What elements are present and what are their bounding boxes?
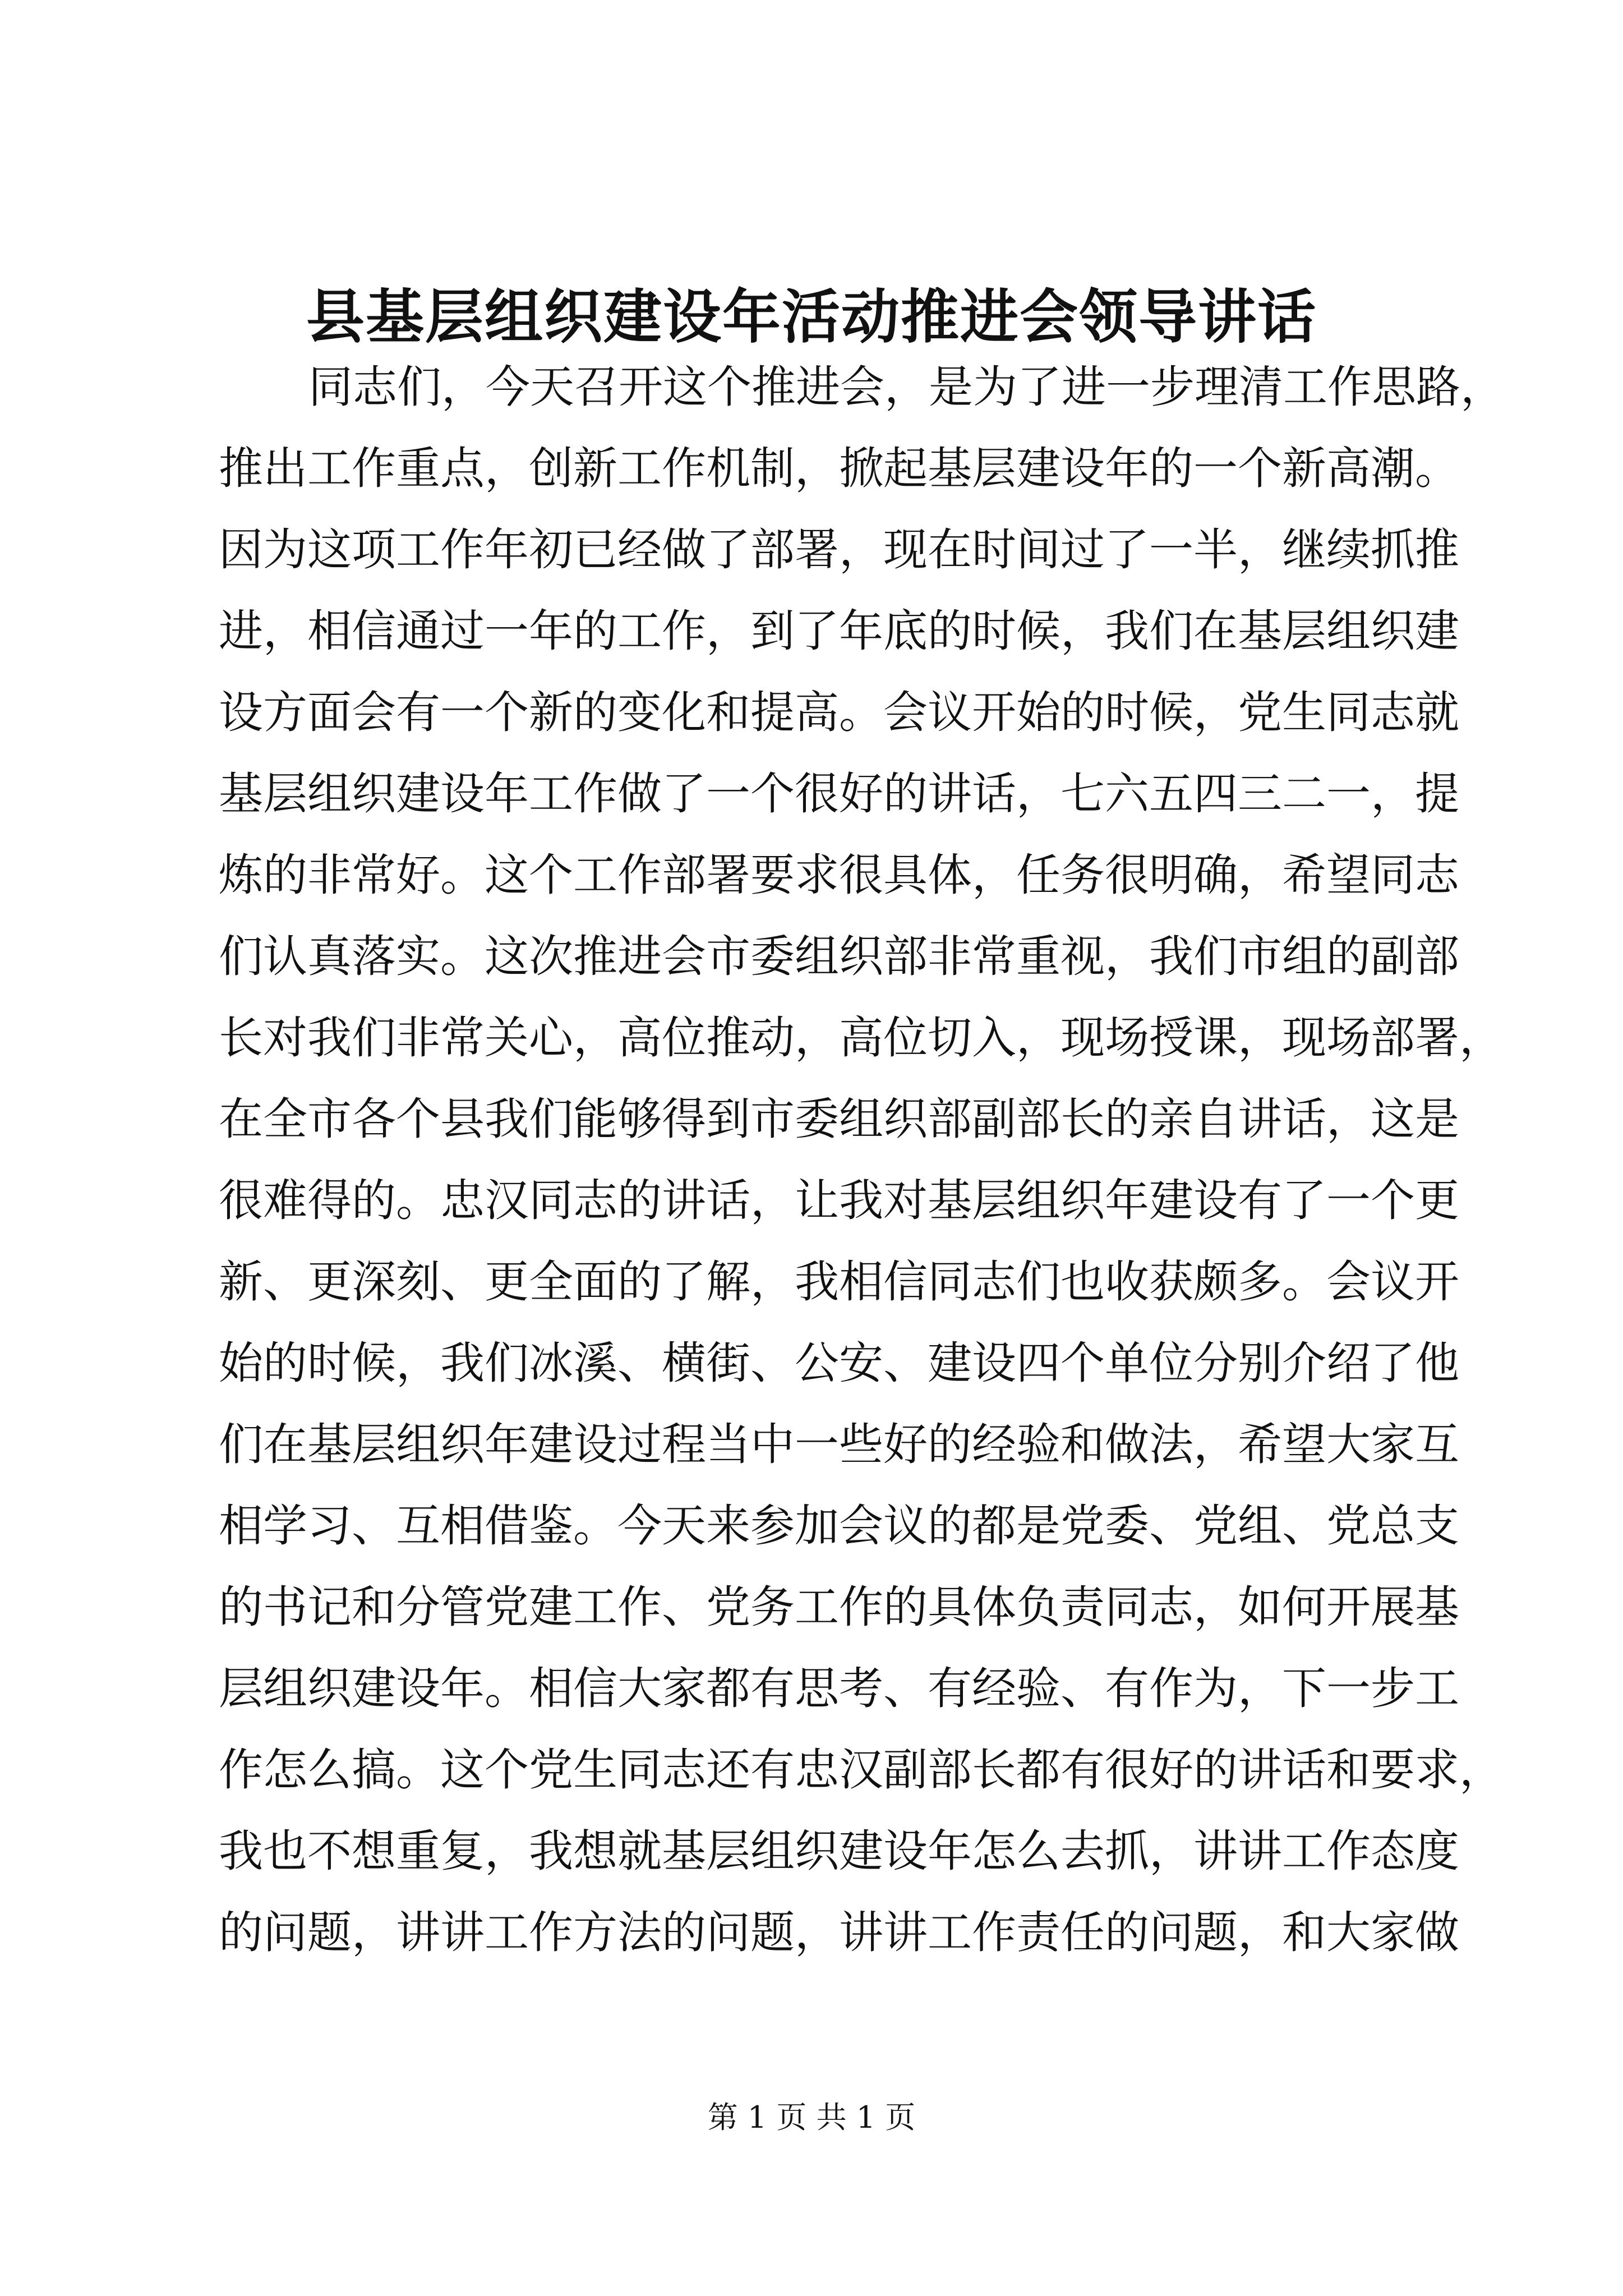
paragraph-line: 们在基层组织年建设过程当中一些好的经验和做法，希望大家互 bbox=[219, 1419, 1459, 1470]
paragraph-line: 长对我们非常关心，高位推动，高位切入，现场授课，现场部署， bbox=[219, 1012, 1504, 1064]
paragraph-line: 基层组织建设年工作做了一个很好的讲话，七六五四三二一，提 bbox=[219, 768, 1459, 820]
paragraph-line: 同志们，今天召开这个推进会，是为了进一步理清工作思路， bbox=[308, 361, 1505, 413]
paragraph-line: 始的时候，我们冰溪、横街、公安、建设四个单位分别介绍了他 bbox=[219, 1337, 1459, 1389]
page-number-footer: 第 1 页 共 1 页 bbox=[707, 2100, 916, 2135]
paragraph-line: 新、更深刻、更全面的了解，我相信同志们也收获颇多。会议开 bbox=[219, 1256, 1459, 1308]
paragraph-line: 很难得的。忠汉同志的讲话，让我对基层组织年建设有了一个更 bbox=[219, 1175, 1459, 1226]
paragraph-line: 层组织建设年。相信大家都有思考、有经验、有作为，下一步工 bbox=[219, 1663, 1459, 1714]
paragraph-line: 炼的非常好。这个工作部署要求很具体，任务很明确，希望同志 bbox=[219, 849, 1459, 901]
paragraph-line: 作怎么搞。这个党生同志还有忠汉副部长都有很好的讲话和要求， bbox=[219, 1744, 1504, 1796]
paragraph-line: 的问题，讲讲工作方法的问题，讲讲工作责任的问题，和大家做 bbox=[219, 1907, 1459, 1958]
document-body bbox=[219, 347, 1505, 1973]
paragraph-line: 相学习、互相借鉴。今天来参加会议的都是党委、党组、党总支 bbox=[219, 1500, 1459, 1552]
paragraph-line: 在全市各个县我们能够得到市委组织部副部长的亲自讲话，这是 bbox=[219, 1093, 1459, 1145]
paragraph-line: 进，相信通过一年的工作，到了年底的时候，我们在基层组织建 bbox=[219, 605, 1459, 657]
paragraph-line: 们认真落实。这次推进会市委组织部非常重视，我们市组的副部 bbox=[219, 931, 1459, 982]
paragraph-line: 因为这项工作年初已经做了部署，现在时间过了一半，继续抓推 bbox=[219, 524, 1459, 576]
paragraph-line: 的书记和分管党建工作、党务工作的具体负责同志，如何开展基 bbox=[219, 1581, 1459, 1633]
page-title: 县基层组织建设年活动推进会领导讲话 bbox=[306, 282, 1317, 351]
paragraph-line: 我也不想重复，我想就基层组织建设年怎么去抓，讲讲工作态度 bbox=[219, 1825, 1459, 1877]
paragraph-line: 推出工作重点，创新工作机制，掀起基层建设年的一个新高潮。 bbox=[219, 443, 1459, 494]
paragraph-line: 设方面会有一个新的变化和提高。会议开始的时候，党生同志就 bbox=[219, 687, 1459, 738]
